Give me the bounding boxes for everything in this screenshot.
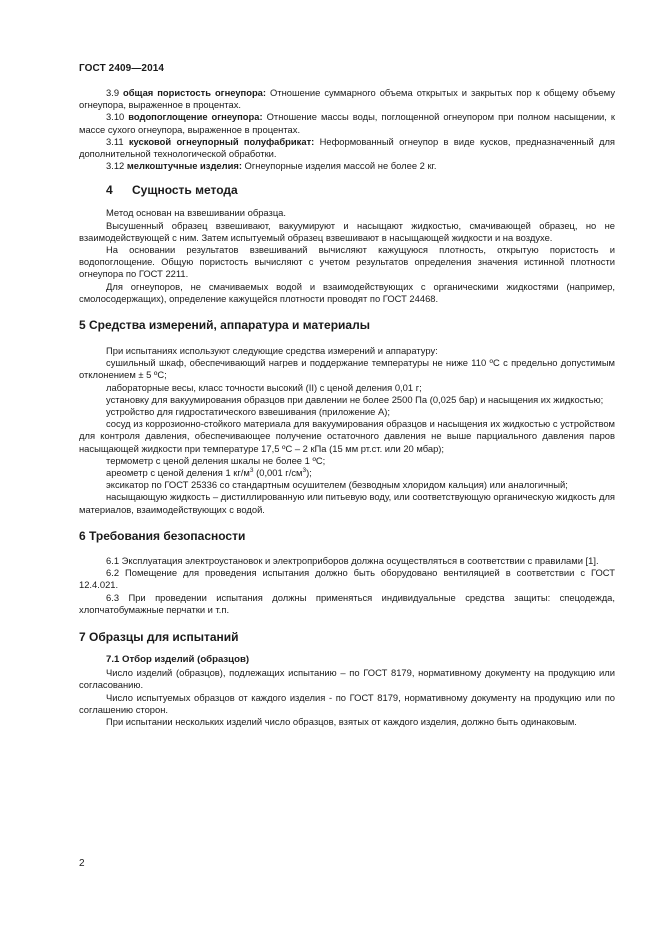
list-item: эксикатор по ГОСТ 25336 со стандартным осушителем (безводным хлоридом кальция) или аналогичный; bbox=[106, 479, 568, 491]
definition-3-12 bbox=[79, 160, 615, 172]
areometer-text: ); bbox=[306, 467, 312, 479]
paragraph: 6.3 При проведении испытания должны применяться индивидуальные средства защиты: спецодежда, хлопчатобумажные перчатки и т.п. bbox=[79, 591, 615, 615]
superscript: 3 bbox=[249, 467, 254, 475]
page-number: 2 bbox=[79, 858, 85, 869]
def-number: 3.11 bbox=[106, 135, 124, 147]
paragraph: Высушенный образец взвешивают, вакуумируют и насыщают жидкостью, смачивающей образец, но не взаимодействующей с ним. Затем испытуемый образец взвешивают в насыщающей жидкости и на воздухе. bbox=[79, 219, 615, 243]
document-code: ГОСТ 2409—2014 bbox=[79, 63, 165, 74]
list-item-areometer bbox=[79, 467, 615, 479]
paragraph: На основании результатов взвешиваний вычисляют кажущуюся плотность, открытую пористость и водопоглощение. Общую пористость вычисляют с учетом результатов определения значения истинной плотности огнеупора по ГОСТ 2211. bbox=[79, 244, 615, 280]
section-5-heading: 5 Средства измерений, аппаратура и материалы bbox=[79, 318, 370, 333]
list-item: установку для вакуумирования образцов при давлении не более 2500 Па (0,025 бар) и насыщения их жидкостью; bbox=[106, 393, 604, 405]
definition-3-11 bbox=[79, 136, 615, 160]
subsection-7-1-heading: 7.1 Отбор изделий (образцов) bbox=[106, 653, 250, 665]
paragraph: При испытаниях используют следующие средства измерений и аппаратуру: bbox=[106, 345, 438, 357]
paragraph: Число изделий (образцов), подлежащих испытанию – по ГОСТ 8179, нормативному документу на продукцию или согласованию. bbox=[79, 667, 615, 691]
def-term: мелкоштучные изделия: bbox=[126, 160, 242, 172]
areometer-text: (0,001 г/см bbox=[253, 467, 303, 479]
list-item: термометр с ценой деления шкалы не более 1 ºС; bbox=[106, 454, 326, 466]
def-term: кусковой огнеупорный полуфабрикат: bbox=[128, 135, 315, 147]
section-number: 4 bbox=[106, 183, 113, 198]
list-item: устройство для гидростатического взвешивания (приложение А); bbox=[106, 406, 390, 418]
def-text: Неформованный огнеупор в виде кусков, предназначенный для дополнительной технологической обработки. bbox=[79, 135, 615, 160]
definition-3-9 bbox=[79, 87, 615, 111]
paragraph: 6.1 Эксплуатация электроустановок и электроприборов должна осуществляться в соответствии с правилами [1]. bbox=[106, 554, 599, 566]
section-title: Сущность метода bbox=[132, 183, 238, 198]
section-7-heading: 7 Образцы для испытаний bbox=[79, 629, 239, 644]
list-item: сосуд из коррозионно-стойкого материала для вакуумирования образцов и насыщения их жидкостью с устройством для контроля давления, обеспечивающее получение остаточного давления не выше парциального давления паров насыщающей жидкости при температуре 17,5 ºС – 2 кПа (15 мм рт.ст. или 20 мбар); bbox=[79, 418, 615, 454]
paragraph: Метод основан на взвешивании образца. bbox=[106, 207, 287, 219]
paragraph: 6.2 Помещение для проведения испытания должно быть оборудовано вентиляцией в соответствии с ГОСТ 12.4.021. bbox=[79, 567, 615, 591]
def-number: 3.10 bbox=[106, 111, 125, 123]
def-number: 3.9 bbox=[106, 87, 120, 98]
def-text: Отношение суммарного объема открытых и закрытых пор к общему объему огнеупора, выраженное в процентах. bbox=[79, 87, 616, 111]
areometer-text: ареометр с ценой деления 1 кг/м bbox=[106, 467, 250, 479]
paragraph: Число испытуемых образцов от каждого изделия - по ГОСТ 8179, нормативному документу на продукцию или по соглашению сторон. bbox=[79, 691, 615, 715]
def-text: Огнеупорные изделия массой не более 2 кг. bbox=[241, 160, 437, 172]
page-content bbox=[79, 87, 615, 728]
def-text: Отношение массы воды, поглощенной огнеупором при полном насыщении, к массе сухого огнеупора, выраженное в процентах. bbox=[79, 111, 615, 135]
list-item: сушильный шкаф, обеспечивающий нагрев и поддержание температуры не ниже 110 ºС с предельно допустимым отклонением ± 5 ºС; bbox=[79, 357, 615, 381]
def-number: 3.12 bbox=[106, 160, 125, 172]
paragraph: При испытании нескольких изделий число образцов, взятых от каждого изделия, должно быть одинаковым. bbox=[106, 715, 577, 727]
superscript: 3 bbox=[302, 467, 307, 475]
list-item: лабораторные весы, класс точности высокий (II) с ценой деления 0,01 г; bbox=[106, 381, 422, 393]
def-term: общая пористость огнеупора: bbox=[123, 87, 267, 98]
section-4-heading bbox=[79, 183, 615, 197]
section-6-heading: 6 Требования безопасности bbox=[79, 528, 246, 543]
list-item: насыщающую жидкость – дистиллированную или питьевую воду, или соответствующую органическую жидкость для материалов, взаимодействующих с водой. bbox=[79, 491, 615, 515]
definition-3-10 bbox=[79, 111, 615, 135]
paragraph: Для огнеупоров, не смачиваемых водой и взаимодействующих с органическими жидкостями (например, смолосодержащих), определение кажущейся плотности проводят по ГОСТ 24468. bbox=[79, 280, 615, 304]
def-term: водопоглощение огнеупора: bbox=[128, 111, 263, 123]
